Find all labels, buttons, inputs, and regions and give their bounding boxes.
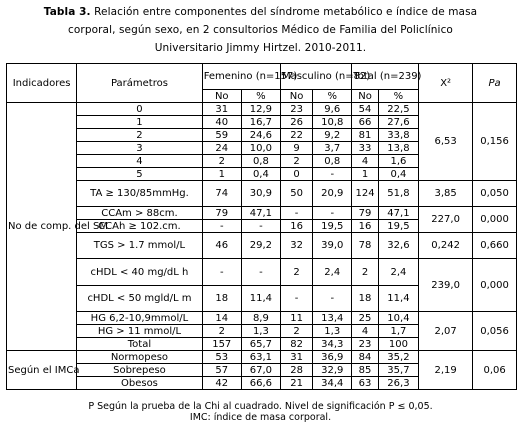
group-label-sm: No de comp. del SM xyxy=(7,103,77,351)
cell-param: 1 xyxy=(77,116,202,129)
cell-param: cHDL < 50 mgld/L m xyxy=(77,286,202,312)
header-row-1 xyxy=(7,64,517,90)
cell-f-no: 2 xyxy=(202,155,241,168)
cell-t-pct: 19,5 xyxy=(378,220,418,233)
cell-m-pct: - xyxy=(313,207,352,220)
cell-t-no: 85 xyxy=(352,364,378,377)
header-t-no: No xyxy=(352,90,378,103)
header-chi: X² xyxy=(419,64,473,103)
cell-m-pct: 34,3 xyxy=(313,338,352,351)
header-f-no: No xyxy=(202,90,241,103)
cell-param: TGS > 1.7 mmol/L xyxy=(77,233,202,259)
cell-m-pct: 10,8 xyxy=(313,116,352,129)
cell-f-no: 42 xyxy=(202,377,241,390)
cell-t-pct: 11,4 xyxy=(378,286,418,312)
cell-m-pct: - xyxy=(313,286,352,312)
cell-param: cHDL < 40 mg/dL h xyxy=(77,259,202,286)
cell-t-pct: 26,3 xyxy=(378,377,418,390)
header-femenino: Femenino (n=157) xyxy=(202,64,280,90)
cell-t-no: 33 xyxy=(352,142,378,155)
cell-t-pct: 1,7 xyxy=(378,325,418,338)
cell-f-no: 2 xyxy=(202,325,241,338)
cell-m-no: 9 xyxy=(280,142,312,155)
cell-param: Normopeso xyxy=(77,351,202,364)
cell-f-no: 14 xyxy=(202,312,241,325)
cell-t-no: 25 xyxy=(352,312,378,325)
cell-f-pct: 24,6 xyxy=(241,129,280,142)
cell-f-no: 46 xyxy=(202,233,241,259)
cell-m-no: 82 xyxy=(280,338,312,351)
cell-m-pct: 20,9 xyxy=(313,181,352,207)
cell-f-pct: 0,8 xyxy=(241,155,280,168)
cell-m-no: 2 xyxy=(280,325,312,338)
cell-m-no: 26 xyxy=(280,116,312,129)
cell-f-no: 53 xyxy=(202,351,241,364)
cell-t-pct: 1,6 xyxy=(378,155,418,168)
cell-p: 0,660 xyxy=(473,233,517,259)
cell-f-pct: 12,9 xyxy=(241,103,280,116)
table-row xyxy=(7,233,517,259)
cell-p: 0,06 xyxy=(473,351,517,390)
table-caption xyxy=(0,0,521,57)
cell-chi: 6,53 xyxy=(419,103,473,181)
cell-m-no: 0 xyxy=(280,168,312,181)
cell-t-no: 4 xyxy=(352,155,378,168)
cell-param: 3 xyxy=(77,142,202,155)
cell-t-pct: 35,7 xyxy=(378,364,418,377)
cell-m-pct: 9,2 xyxy=(313,129,352,142)
cell-m-no: 2 xyxy=(280,259,312,286)
cell-t-no: 4 xyxy=(352,325,378,338)
cell-f-no: 24 xyxy=(202,142,241,155)
cell-m-pct: 1,3 xyxy=(313,325,352,338)
cell-t-no: 79 xyxy=(352,207,378,220)
cell-f-pct: 65,7 xyxy=(241,338,280,351)
cell-chi: 3,85 xyxy=(419,181,473,207)
cell-m-pct: 9,6 xyxy=(313,103,352,116)
cell-t-no: 66 xyxy=(352,116,378,129)
cell-t-no: 81 xyxy=(352,129,378,142)
cell-param: Total xyxy=(77,338,202,351)
cell-t-pct: 33,8 xyxy=(378,129,418,142)
caption-text-1: Relación entre componentes del síndrome metabólico e índice de masa xyxy=(94,6,478,18)
caption-line-1 xyxy=(0,3,521,21)
footnote-1: P Según la prueba de la Chi al cuadrado. Nivel de significación P ≤ 0,05. xyxy=(88,401,433,412)
cell-f-pct: 63,1 xyxy=(241,351,280,364)
table-row xyxy=(7,181,517,207)
cell-m-pct: 36,9 xyxy=(313,351,352,364)
cell-p: 0,156 xyxy=(473,103,517,181)
cell-m-no: 21 xyxy=(280,377,312,390)
table-footnotes xyxy=(0,401,521,423)
cell-t-no: 124 xyxy=(352,181,378,207)
data-table xyxy=(6,63,517,390)
cell-f-no: 79 xyxy=(202,207,241,220)
table-row xyxy=(7,207,517,220)
cell-param: 0 xyxy=(77,103,202,116)
cell-t-no: 2 xyxy=(352,259,378,286)
cell-t-no: 84 xyxy=(352,351,378,364)
cell-m-no: 2 xyxy=(280,155,312,168)
cell-f-pct: 47,1 xyxy=(241,207,280,220)
cell-m-no: 16 xyxy=(280,220,312,233)
cell-t-pct: 0,4 xyxy=(378,168,418,181)
cell-f-no: 31 xyxy=(202,103,241,116)
header-f-pct: % xyxy=(241,90,280,103)
cell-m-no: 28 xyxy=(280,364,312,377)
cell-t-no: 23 xyxy=(352,338,378,351)
cell-f-pct: 67,0 xyxy=(241,364,280,377)
cell-m-no: 22 xyxy=(280,129,312,142)
cell-param: 2 xyxy=(77,129,202,142)
cell-m-no: 23 xyxy=(280,103,312,116)
cell-m-no: - xyxy=(280,286,312,312)
cell-t-pct: 27,6 xyxy=(378,116,418,129)
cell-f-no: 40 xyxy=(202,116,241,129)
cell-f-pct: 1,3 xyxy=(241,325,280,338)
cell-t-no: 16 xyxy=(352,220,378,233)
cell-p: 0,000 xyxy=(473,207,517,233)
caption-line-2: corporal, según sexo, en 2 consultorios Médico de Familia del Policlínico xyxy=(68,24,453,36)
cell-m-pct: 2,4 xyxy=(313,259,352,286)
cell-f-pct: 16,7 xyxy=(241,116,280,129)
cell-chi: 227,0 xyxy=(419,207,473,233)
cell-f-no: - xyxy=(202,259,241,286)
cell-m-pct: 0,8 xyxy=(313,155,352,168)
cell-chi: 239,0 xyxy=(419,259,473,312)
cell-m-pct: - xyxy=(313,168,352,181)
cell-f-pct: - xyxy=(241,259,280,286)
cell-m-pct: 13,4 xyxy=(313,312,352,325)
cell-m-no: 32 xyxy=(280,233,312,259)
cell-param: HG > 11 mmol/L xyxy=(77,325,202,338)
header-p: Pa xyxy=(473,64,517,103)
cell-chi: 2,19 xyxy=(419,351,473,390)
cell-f-pct: 10,0 xyxy=(241,142,280,155)
header-t-pct: % xyxy=(378,90,418,103)
table-row xyxy=(7,103,517,116)
cell-t-no: 78 xyxy=(352,233,378,259)
cell-m-no: 31 xyxy=(280,351,312,364)
cell-m-pct: 39,0 xyxy=(313,233,352,259)
caption-label: Tabla 3. xyxy=(43,6,91,18)
cell-m-no: 11 xyxy=(280,312,312,325)
cell-f-no: 1 xyxy=(202,168,241,181)
cell-t-no: 1 xyxy=(352,168,378,181)
cell-p: 0,000 xyxy=(473,259,517,312)
cell-t-pct: 2,4 xyxy=(378,259,418,286)
cell-p: 0,056 xyxy=(473,312,517,351)
cell-t-no: 54 xyxy=(352,103,378,116)
cell-t-pct: 13,8 xyxy=(378,142,418,155)
header-total: Total (n=239) xyxy=(352,64,419,90)
cell-t-no: 63 xyxy=(352,377,378,390)
table-row xyxy=(7,351,517,364)
cell-t-pct: 100 xyxy=(378,338,418,351)
table-row xyxy=(7,259,517,286)
cell-f-no: 157 xyxy=(202,338,241,351)
cell-chi: 2,07 xyxy=(419,312,473,351)
cell-param: HG 6,2-10,9mmol/L xyxy=(77,312,202,325)
cell-f-no: 59 xyxy=(202,129,241,142)
cell-param: CCAm > 88cm. xyxy=(77,207,202,220)
cell-p: 0,050 xyxy=(473,181,517,207)
cell-m-pct: 19,5 xyxy=(313,220,352,233)
cell-f-pct: 8,9 xyxy=(241,312,280,325)
header-parametros: Parámetros xyxy=(77,64,202,103)
cell-f-no: 74 xyxy=(202,181,241,207)
cell-param: 4 xyxy=(77,155,202,168)
header-m-pct: % xyxy=(313,90,352,103)
cell-param: Sobrepeso xyxy=(77,364,202,377)
group-label-imc: Según el IMCa xyxy=(7,351,77,390)
cell-f-no: - xyxy=(202,220,241,233)
cell-f-no: 57 xyxy=(202,364,241,377)
header-m-no: No xyxy=(280,90,312,103)
cell-m-pct: 3,7 xyxy=(313,142,352,155)
cell-t-pct: 32,6 xyxy=(378,233,418,259)
caption-line-3: Universitario Jimmy Hirtzel. 2010-2011. xyxy=(154,42,367,54)
cell-f-pct: 30,9 xyxy=(241,181,280,207)
cell-param: CCAh ≥ 102.cm. xyxy=(77,220,202,233)
cell-f-pct: 66,6 xyxy=(241,377,280,390)
cell-m-no: 50 xyxy=(280,181,312,207)
cell-param: TA ≥ 130/85mmHg. xyxy=(77,181,202,207)
cell-t-pct: 47,1 xyxy=(378,207,418,220)
cell-param: 5 xyxy=(77,168,202,181)
cell-t-pct: 35,2 xyxy=(378,351,418,364)
cell-f-no: 18 xyxy=(202,286,241,312)
cell-f-pct: 0,4 xyxy=(241,168,280,181)
cell-m-pct: 32,9 xyxy=(313,364,352,377)
cell-m-no: - xyxy=(280,207,312,220)
cell-t-pct: 10,4 xyxy=(378,312,418,325)
cell-param: Obesos xyxy=(77,377,202,390)
cell-t-pct: 22,5 xyxy=(378,103,418,116)
header-masculino: Masculino (n=82) xyxy=(280,64,351,90)
footnote-2: IMC: índice de masa corporal. xyxy=(189,412,332,423)
cell-t-pct: 51,8 xyxy=(378,181,418,207)
cell-m-pct: 34,4 xyxy=(313,377,352,390)
cell-t-no: 18 xyxy=(352,286,378,312)
cell-f-pct: - xyxy=(241,220,280,233)
cell-f-pct: 29,2 xyxy=(241,233,280,259)
cell-f-pct: 11,4 xyxy=(241,286,280,312)
cell-chi: 0,242 xyxy=(419,233,473,259)
table-row xyxy=(7,312,517,325)
header-indicador: Indicadores xyxy=(7,64,77,103)
